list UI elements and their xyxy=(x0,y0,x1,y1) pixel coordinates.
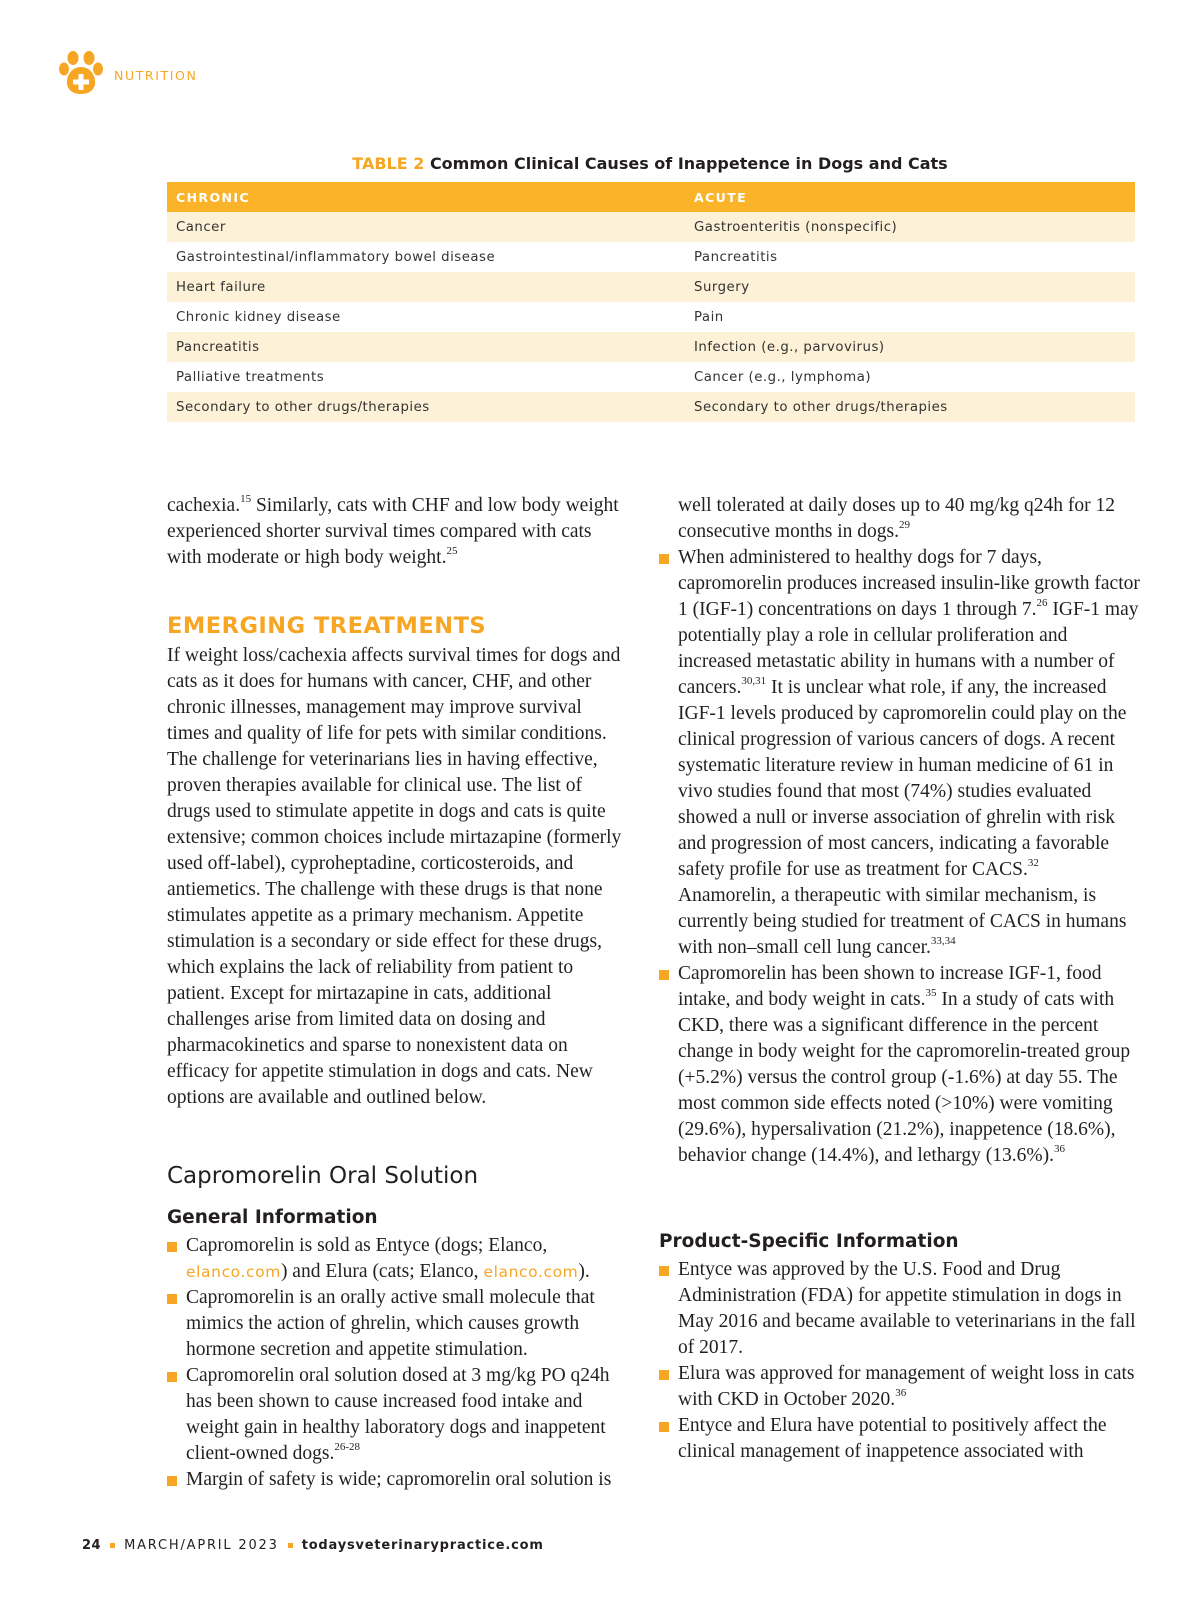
elanco-link[interactable]: elanco.com xyxy=(186,1263,281,1281)
elanco-link[interactable]: elanco.com xyxy=(483,1263,579,1281)
table-cell: Cancer xyxy=(167,212,685,242)
list-item: Capromorelin oral solution dosed at 3 mg/kg PO q24h has been shown to cause increased food intake and weight gain in healthy laboratory dogs and inappetent client-owned dogs.$^{26-28}$ xyxy=(167,1363,627,1467)
table-cell: Gastroenteritis (nonspecific) xyxy=(685,212,1135,242)
table-cell: Surgery xyxy=(685,272,1135,302)
table-caption xyxy=(165,154,1135,173)
section-label: NUTRITION xyxy=(114,67,198,83)
table-label: TABLE 2 xyxy=(352,154,425,173)
table-header-row xyxy=(167,182,1135,212)
general-info-list xyxy=(167,1233,627,1493)
separator xyxy=(288,1543,293,1548)
list-item: Margin of safety is wide; capromorelin oral solution is xyxy=(167,1467,627,1493)
page-footer xyxy=(82,1538,544,1553)
causes-table xyxy=(167,182,1135,422)
paw-plus-icon xyxy=(58,50,104,96)
table-title: Common Clinical Causes of Inappetence in Dogs and Cats xyxy=(429,154,948,173)
column-header-chronic: CHRONIC xyxy=(167,182,685,212)
table-row xyxy=(167,362,1135,392)
table-cell: Infection (e.g., parvovirus) xyxy=(685,332,1135,362)
list-item: Capromorelin is sold as Entyce (dogs; Elanco, elanco.com) and Elura (cats; Elanco, elanco.com). xyxy=(167,1233,627,1285)
list-item: Elura was approved for management of weight loss in cats with CKD in October 2020.36 xyxy=(659,1361,1140,1413)
section-header xyxy=(58,50,197,96)
table-cell: Gastrointestinal/inflammatory bowel disease xyxy=(176,249,496,265)
table-cell: Pancreatitis xyxy=(694,249,778,265)
table-row xyxy=(167,302,1135,332)
intro-paragraph: cachexia.$^{15}$ Similarly, cats with CHF and low body weight experienced shorter survival times compared with cats with moderate or high body weight.$^{25}$ xyxy=(167,492,619,568)
product-info-list xyxy=(659,1257,1140,1465)
list-item: Entyce was approved by the U.S. Food and Drug Administration (FDA) for appetite stimulation in dogs in May 2016 and became available to veterinarians in the fall of 2017. xyxy=(659,1257,1140,1361)
list-item: Capromorelin is an orally active small molecule that mimics the action of ghrelin, which causes growth hormone secretion and appetite stimulation. xyxy=(167,1285,627,1363)
list-item: Entyce and Elura have potential to positively affect the clinical management of inappetence associated with xyxy=(659,1413,1140,1465)
subheading-general: General Information xyxy=(167,1207,378,1228)
site-url[interactable]: todaysveterinarypractice.com xyxy=(301,1538,544,1553)
left-column xyxy=(167,493,627,1493)
table-row xyxy=(167,212,1135,242)
body-paragraph: If weight loss/cachexia affects survival times for dogs and cats as it does for humans with cancer, CHF, and other chronic illnesses, management may improve survival times and quality of life for pets with similar conditions. The challenge for veterinarians lies in having effective, proven therapies available for clinical use. The list of drugs used to stimulate appetite in dogs and cats is quite extensive; common choices include mirtazapine (formerly used off-label), cyproheptadine, corticosteroids, and antiemetics. The challenge with these drugs is that none stimulates appetite as a primary mechanism. Appetite stimulation is a secondary or side effect for these drugs, which explains the lack of reliability from patient to patient. Except for mirtazapine in cats, additional challenges arise from limited data on dosing and pharmacokinetics and sparse to nonexistent data on efficacy for appetite stimulation in dogs and cats. New options are available and outlined below. xyxy=(167,645,622,1108)
subheading-product-specific: Product-Specific Information xyxy=(659,1231,959,1252)
table-row xyxy=(167,332,1135,362)
table-row xyxy=(167,272,1135,302)
section-heading: EMERGING TREATMENTS xyxy=(167,613,487,639)
table-cell: Cancer (e.g., lymphoma) xyxy=(694,369,872,385)
table-cell: Pancreatitis xyxy=(167,332,685,362)
table-cell: Heart failure xyxy=(167,272,685,302)
table-cell: Palliative treatments xyxy=(176,369,325,385)
continued-text: well tolerated at daily doses up to 40 mg/kg q24h for 12 consecutive months in dogs.$^{29}$ xyxy=(678,495,1116,542)
page-number: 24 xyxy=(82,1538,102,1553)
table-row xyxy=(167,242,1135,272)
separator xyxy=(110,1543,115,1548)
table-cell: Pain xyxy=(694,309,724,325)
general-info-list-continued xyxy=(659,545,1140,1169)
list-item: When administered to healthy dogs for 7 days, capromorelin produces increased insulin-like growth factor 1 (IGF-1) concentrations on days 1 through 7.26 IGF-1 may potentially play a role in cellular proliferation and increased metastatic ability in humans with a number of cancers.$^{30,31}$ It is unclear what role, if any, the increased IGF-1 levels produced by capromorelin could play on the clinical progression of various cancers of dogs. A recent systematic literature review in human medicine of 61 in vivo studies found that most (74%) studies evaluated showed a null or inverse association of ghrelin with risk and progression of most cancers, indicating a favorable safety profile for use as treatment for CACS.$^{32}$ Anamorelin, a therapeutic with similar mechanism, is currently being studied for treatment of CACS in humans with non–small cell lung cancer.$^{33,34}$ xyxy=(659,545,1140,961)
table-cell: Chronic kidney disease xyxy=(176,309,341,325)
table-cell: Secondary to other drugs/therapies xyxy=(167,392,685,422)
right-column xyxy=(659,493,1140,1465)
product-heading: Capromorelin Oral Solution xyxy=(167,1163,479,1189)
list-item: Capromorelin has been shown to increase IGF-1, food intake, and body weight in cats.$^{35}$ In a study of cats with CKD, there was a significant difference in the percent change in body weight for the capromorelin-treated group (+5.2%) versus the control group (-1.6%) at day 55. The most common side effects noted (>10%) were vomiting (29.6%), hypersalivation (21.2%), inappetence (18.6%), behavior change (14.4%), and lethargy (13.6%).$^{36}$ xyxy=(659,961,1140,1169)
column-header-acute: ACUTE xyxy=(685,182,1135,212)
table-cell: Secondary to other drugs/therapies xyxy=(685,392,1135,422)
table-row xyxy=(167,392,1135,422)
issue-date: MARCH/APRIL 2023 xyxy=(124,1538,279,1553)
